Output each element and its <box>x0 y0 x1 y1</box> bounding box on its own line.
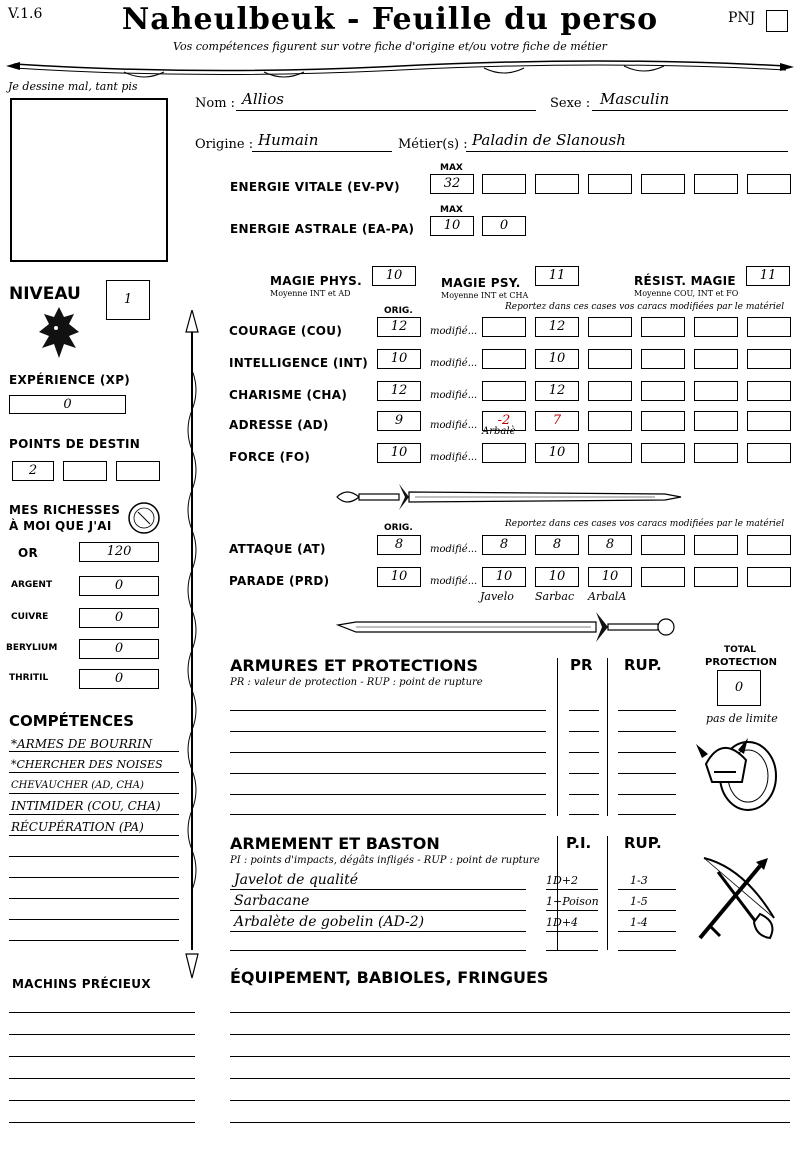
or-box[interactable]: 120 <box>79 542 159 562</box>
weapon-pi: 1D+4 <box>546 916 579 929</box>
charisme-label: CHARISME (CHA) <box>229 388 348 402</box>
total-label-1: TOTAL <box>724 645 756 655</box>
parade-mod-box[interactable]: 10 <box>482 567 526 587</box>
coin-icon <box>126 500 162 536</box>
intelligence-box[interactable] <box>747 349 791 369</box>
adresse-box[interactable] <box>694 411 738 431</box>
ev-label: ENERGIE VITALE (EV-PV) <box>230 180 400 194</box>
force-label: FORCE (FO) <box>229 450 311 464</box>
armement-pi-label: P.I. <box>566 834 592 852</box>
magie-psy-label: MAGIE PSY. <box>441 276 521 290</box>
attaque-box[interactable] <box>641 535 685 555</box>
richesses-label-2: À MOI QUE J'AI <box>9 519 112 533</box>
origine-label: Origine : <box>195 137 254 152</box>
charisme-orig-box[interactable]: 12 <box>377 381 421 401</box>
competence-item: RÉCUPÉRATION (PA) <box>11 820 144 834</box>
spear-ornament <box>182 310 202 980</box>
armures-rup-label: RUP. <box>624 656 662 674</box>
courage-box[interactable] <box>747 317 791 337</box>
total-label-2: PROTECTION <box>705 657 777 668</box>
intelligence-box[interactable] <box>588 349 632 369</box>
argent-label: ARGENT <box>11 580 53 590</box>
destin-box-1[interactable]: 2 <box>12 461 54 481</box>
parade-box[interactable] <box>747 567 791 587</box>
armement-title: ARMEMENT ET BASTON <box>230 834 440 853</box>
xp-label: EXPÉRIENCE (XP) <box>9 373 131 387</box>
resist-magie-box[interactable]: 11 <box>746 266 790 286</box>
attaque-mod-box[interactable]: 8 <box>482 535 526 555</box>
thritil-label: THRITIL <box>9 673 49 683</box>
weapon-rup: 1-4 <box>630 916 648 929</box>
magie-psy-box[interactable]: 11 <box>535 266 579 286</box>
force-mod1-box[interactable] <box>482 443 526 463</box>
competences-title: COMPÉTENCES <box>9 712 135 730</box>
nom-value: Allios <box>242 90 284 108</box>
armures-title: ARMURES ET PROTECTIONS <box>230 656 478 675</box>
ea-max-label: MAX <box>440 205 463 215</box>
weapon-label: Sarbac <box>535 590 575 603</box>
orig-label: ORIG. <box>384 306 413 316</box>
courage-mod1-box[interactable] <box>482 317 526 337</box>
attaque-box[interactable] <box>694 535 738 555</box>
adresse-mod2-box[interactable]: 7 <box>535 411 579 431</box>
nom-label: Nom : <box>195 96 236 111</box>
attaque-label: ATTAQUE (AT) <box>229 542 326 556</box>
charisme-mod2-box[interactable]: 12 <box>535 381 579 401</box>
sexe-label: Sexe : <box>550 96 591 111</box>
force-mod2-box[interactable]: 10 <box>535 443 579 463</box>
portrait-box[interactable] <box>10 98 168 262</box>
courage-box[interactable] <box>641 317 685 337</box>
destin-label: POINTS DE DESTIN <box>9 437 141 451</box>
courage-mod2-box[interactable]: 12 <box>535 317 579 337</box>
armement-note: PI : points d'impacts, dégâts infligés - RUP : point de rupture <box>230 855 540 866</box>
thritil-box[interactable]: 0 <box>79 669 159 689</box>
ev-box[interactable] <box>747 174 791 194</box>
adresse-box[interactable] <box>641 411 685 431</box>
weapon-label: Javelo <box>480 590 514 603</box>
magie-phys-note: Moyenne INT et AD <box>270 289 351 298</box>
attaque-mod-box[interactable]: 8 <box>588 535 632 555</box>
weapon-name: Javelot de qualité <box>234 872 359 888</box>
armement-rup-label: RUP. <box>624 834 662 852</box>
parade-box[interactable] <box>641 567 685 587</box>
limit-note: pas de limite <box>706 712 778 725</box>
competence-item: CHEVAUCHER (AD, CHA) <box>11 780 144 791</box>
modifie-label: modifié... <box>430 576 478 587</box>
armures-note: PR : valeur de protection - RUP : point de rupture <box>230 677 483 688</box>
weapon-name: Sarbacane <box>234 893 310 909</box>
metier-value: Paladin de Slanoush <box>472 131 626 149</box>
sheet-subtitle: Vos compétences figurent sur votre fiche d'origine et/ou votre fiche de métier <box>173 40 607 53</box>
intelligence-box[interactable] <box>641 349 685 369</box>
weapon-rup: 1-5 <box>630 895 648 908</box>
adresse-mod1-note: Arbalè <box>482 426 516 437</box>
resist-magie-label: RÉSIST. MAGIE <box>634 274 736 288</box>
version-label: V.1.6 <box>8 6 43 22</box>
parade-mod-box[interactable]: 10 <box>588 567 632 587</box>
ev-box[interactable] <box>482 174 526 194</box>
modifie-label: modifié... <box>430 452 478 463</box>
parade-box[interactable] <box>694 567 738 587</box>
magie-phys-label: MAGIE PHYS. <box>270 274 362 288</box>
ev-max-box[interactable]: 32 <box>430 174 474 194</box>
modifie-label: modifié... <box>430 420 478 431</box>
weapon-pi: 1+Poison <box>546 895 599 908</box>
force-box[interactable] <box>747 443 791 463</box>
argent-box[interactable]: 0 <box>79 576 159 596</box>
pnj-checkbox[interactable] <box>766 10 788 32</box>
competence-item: INTIMIDER (COU, CHA) <box>11 799 161 813</box>
combat-orig-label: ORIG. <box>384 523 413 533</box>
magie-psy-note: Moyenne INT et CHA <box>441 291 529 300</box>
modifie-label: modifié... <box>430 544 478 555</box>
ev-box[interactable] <box>588 174 632 194</box>
charisme-box[interactable] <box>588 381 632 401</box>
sword-ornament-1 <box>335 480 685 514</box>
destin-box-3[interactable] <box>116 461 160 481</box>
weapons-icon <box>690 852 786 948</box>
parade-orig-box[interactable]: 10 <box>377 567 421 587</box>
attaque-mod-box[interactable]: 8 <box>535 535 579 555</box>
ea-label: ENERGIE ASTRALE (EA-PA) <box>230 222 415 236</box>
resist-magie-note: Moyenne COU, INT et FO <box>634 289 739 298</box>
xp-box[interactable]: 0 <box>9 395 126 414</box>
armures-pr-label: PR <box>570 656 593 674</box>
berylium-box[interactable]: 0 <box>79 639 159 659</box>
destin-box-2[interactable] <box>63 461 107 481</box>
pnj-label: PNJ <box>728 10 756 26</box>
origine-value: Humain <box>258 131 319 149</box>
force-box[interactable] <box>641 443 685 463</box>
weapon-rup: 1-3 <box>630 874 648 887</box>
total-protection-box[interactable]: 0 <box>717 670 761 706</box>
sexe-value: Masculin <box>600 90 670 108</box>
competence-item: *ARMES DE BOURRIN <box>11 737 153 751</box>
force-box[interactable] <box>588 443 632 463</box>
competence-item: *CHERCHER DES NOISES <box>11 758 163 771</box>
courage-label: COURAGE (COU) <box>229 324 343 338</box>
cuivre-box[interactable]: 0 <box>79 608 159 628</box>
attaque-box[interactable] <box>747 535 791 555</box>
force-box[interactable] <box>694 443 738 463</box>
sword-ornament-2 <box>336 610 682 644</box>
or-label: OR <box>18 546 39 560</box>
adresse-orig-box[interactable]: 9 <box>377 411 421 431</box>
report-note: Reportez dans ces cases vos caracs modifiées par le matériel <box>505 302 785 312</box>
combat-report-note: Reportez dans ces cases vos caracs modifiées par le matériel <box>505 519 785 529</box>
ev-box[interactable] <box>641 174 685 194</box>
modifie-label: modifié... <box>430 326 478 337</box>
charisme-box[interactable] <box>641 381 685 401</box>
intelligence-label: INTELLIGENCE (INT) <box>229 356 368 370</box>
portrait-caption: Je dessine mal, tant pis <box>8 80 138 93</box>
intelligence-mod2-box[interactable]: 10 <box>535 349 579 369</box>
equipement-title: ÉQUIPEMENT, BABIOLES, FRINGUES <box>230 968 549 987</box>
ea-current-box[interactable]: 0 <box>482 216 526 236</box>
sheet-title: Naheulbeuk - Feuille du perso <box>121 2 659 37</box>
niveau-box[interactable]: 1 <box>106 280 150 320</box>
charisme-box[interactable] <box>694 381 738 401</box>
adresse-box[interactable] <box>747 411 791 431</box>
berylium-label: BERYLIUM <box>6 643 58 653</box>
adresse-label: ADRESSE (AD) <box>229 418 329 432</box>
force-orig-box[interactable]: 10 <box>377 443 421 463</box>
magie-phys-box[interactable]: 10 <box>372 266 416 286</box>
weapon-label: ArbalA <box>588 590 627 603</box>
ev-box[interactable] <box>694 174 738 194</box>
ev-max-label: MAX <box>440 163 463 173</box>
weapon-pi: 1D+2 <box>546 874 579 887</box>
charisme-box[interactable] <box>747 381 791 401</box>
modifie-label: modifié... <box>430 390 478 401</box>
weapon-name: Arbalète de gobelin (AD-2) <box>234 914 425 930</box>
charisme-mod1-box[interactable] <box>482 381 526 401</box>
intelligence-mod1-box[interactable] <box>482 349 526 369</box>
richesses-label-1: MES RICHESSES <box>9 503 121 517</box>
ea-max-box[interactable]: 10 <box>430 216 474 236</box>
courage-box[interactable] <box>588 317 632 337</box>
niveau-label: NIVEAU <box>9 284 81 304</box>
ev-box[interactable] <box>535 174 579 194</box>
cuivre-label: CUIVRE <box>11 612 49 622</box>
courage-orig-box[interactable]: 12 <box>377 317 421 337</box>
parade-label: PARADE (PRD) <box>229 574 330 588</box>
metier-label: Métier(s) : <box>398 137 468 152</box>
intelligence-box[interactable] <box>694 349 738 369</box>
parade-mod-box[interactable]: 10 <box>535 567 579 587</box>
adresse-box[interactable] <box>588 411 632 431</box>
machins-title: MACHINS PRÉCIEUX <box>12 977 151 991</box>
attaque-orig-box[interactable]: 8 <box>377 535 421 555</box>
courage-box[interactable] <box>694 317 738 337</box>
modifie-label: modifié... <box>430 358 478 369</box>
dragon-icon <box>34 302 84 362</box>
helmet-shield-icon <box>692 728 784 820</box>
adresse-mod1-box[interactable]: -2 <box>482 411 526 431</box>
intelligence-orig-box[interactable]: 10 <box>377 349 421 369</box>
